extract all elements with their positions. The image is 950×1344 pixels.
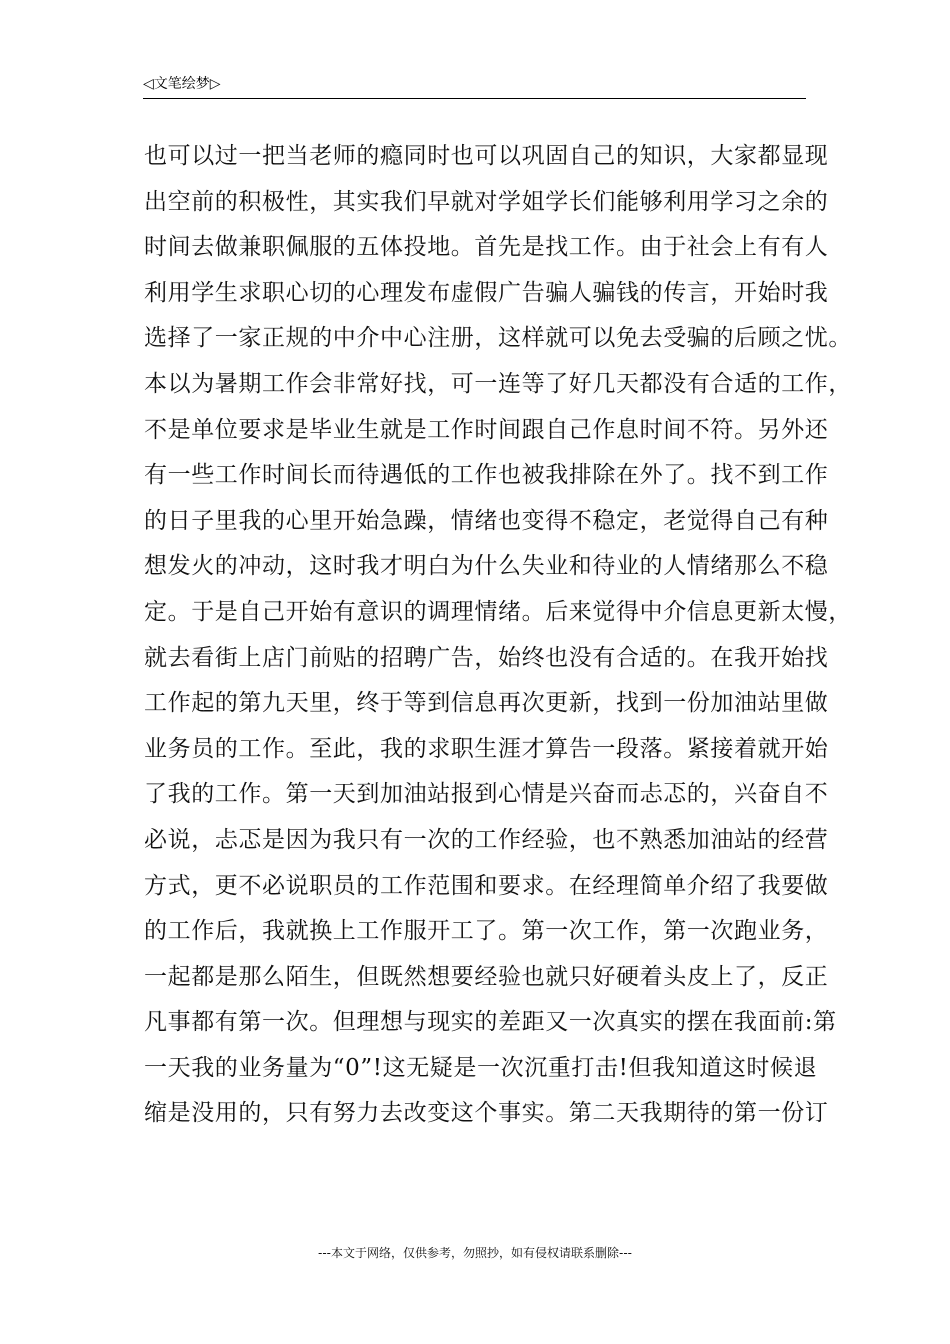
text-line: 利用学生求职心切的心理发布虚假广告骗人骗钱的传言，开始时我	[144, 279, 829, 306]
text-line: 也可以过一把当老师的瘾同时也可以巩固自己的知识，大家都显现	[144, 143, 829, 169]
text-line: 定。于是自己开始有意识的调理情绪。后来觉得中介信息更新太慢，	[144, 598, 852, 625]
text-line: 出空前的积极性，其实我们早就对学姐学长们能够利用学习之余的	[144, 188, 829, 215]
text-line: 本以为暑期工作会非常好找，可一连等了好几天都没有合适的工作，	[144, 370, 852, 397]
text-line: 的日子里我的心里开始急躁，情绪也变得不稳定，老觉得自己有种	[144, 507, 829, 534]
body-text	[144, 134, 852, 1137]
text-line: 了我的工作。第一天到加油站报到心情是兴奋而忐忑的，兴奋自不	[144, 781, 829, 808]
text-line: 一起都是那么陌生，但既然想要经验也就只好硬着头皮上了，反正	[144, 963, 829, 990]
header-title: ◁文笔绘梦▷	[143, 76, 221, 92]
text-line: 想发火的冲动，这时我才明白为什么失业和待业的人情绪那么不稳	[144, 553, 829, 580]
text-line: 必说，忐忑是因为我只有一次的工作经验，也不熟悉加油站的经营	[144, 826, 829, 853]
text-line: 有一些工作时间长而待遇低的工作也被我排除在外了。找不到工作	[144, 462, 829, 489]
text-line: 工作起的第九天里，终于等到信息再次更新，找到一份加油站里做	[144, 690, 829, 717]
text-line: 选择了一家正规的中介中心注册，这样就可以免去受骗的后顾之忧。	[144, 325, 852, 352]
text-line: 业务员的工作。至此，我的求职生涯才算告一段落。紧接着就开始	[144, 735, 829, 762]
text-line: 就去看街上店门前贴的招聘广告，始终也没有合适的。在我开始找	[144, 644, 829, 671]
page-footer: ---本文于网络，仅供参考，勿照抄，如有侵权请联系删除---	[318, 1246, 632, 1260]
text-line: 一天我的业务量为“0”!这无疑是一次沉重打击!但我知道这时候退	[144, 1054, 818, 1081]
text-line: 不是单位要求是毕业生就是工作时间跟自己作息时间不符。另外还	[144, 416, 829, 443]
page-header	[143, 72, 806, 99]
text-line: 的工作后，我就换上工作服开工了。第一次工作，第一次跑业务，	[144, 918, 829, 945]
text-line: 方式，更不必说职员的工作范围和要求。在经理简单介绍了我要做	[144, 872, 829, 899]
text-line: 时间去做兼职佩服的五体投地。首先是找工作。由于社会上有有人	[144, 234, 829, 261]
text-line: 缩是没用的，只有努力去改变这个事实。第二天我期待的第一份订	[144, 1100, 829, 1127]
text-line: 凡事都有第一次。但理想与现实的差距又一次真实的摆在我面前:第	[144, 1009, 837, 1036]
